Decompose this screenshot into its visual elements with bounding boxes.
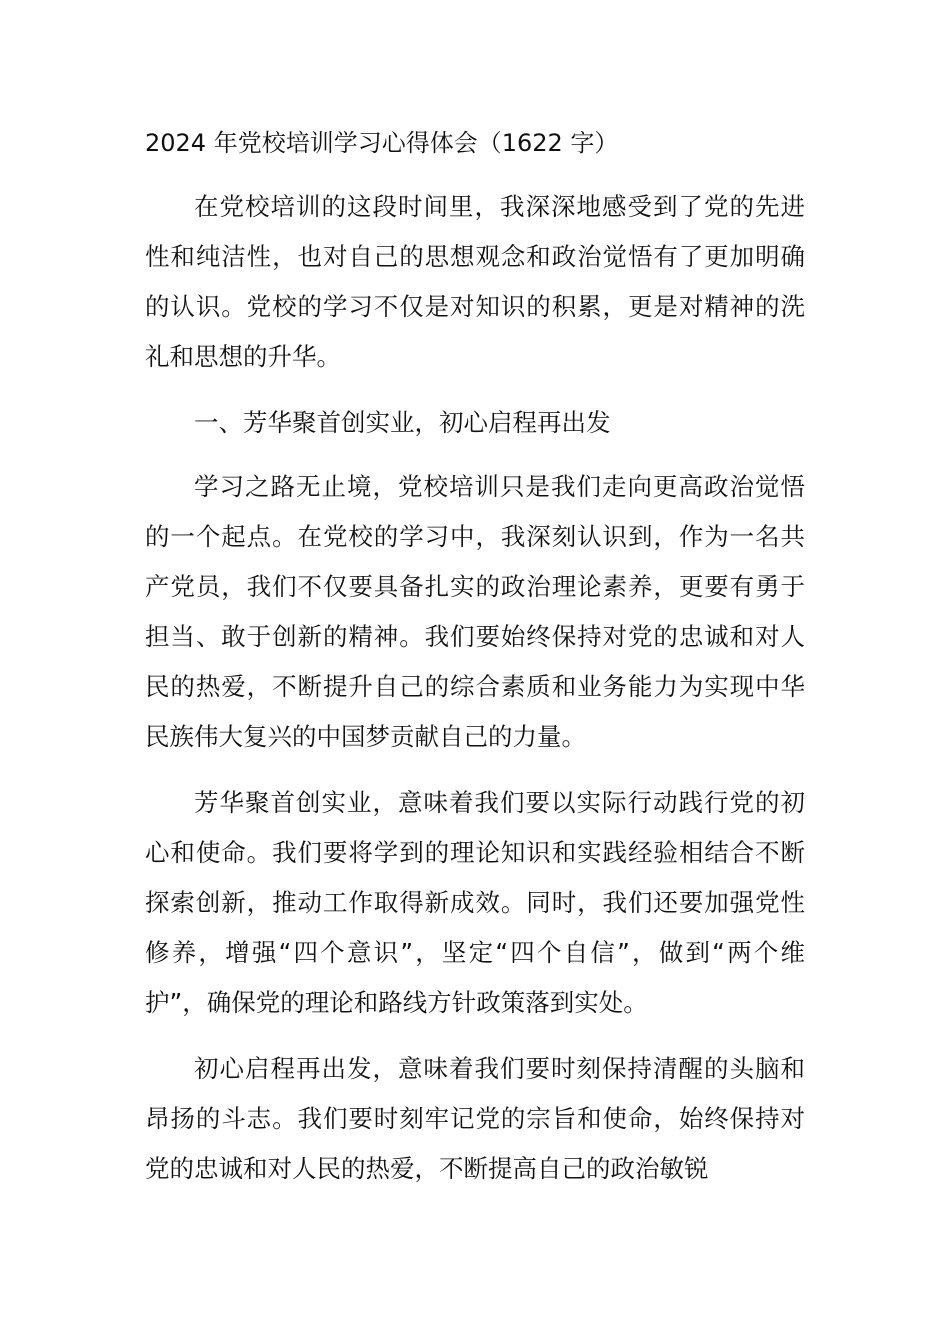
body-paragraph-3: 初心启程再出发，意味着我们要时刻保持清醒的头脑和昂扬的斗志。我们要时刻牢记党的宗旨和使命，始终保持对党的忠诚和对人民的热爱，不断提高自己的政治敏锐 (145, 1054, 805, 1183)
intro-paragraph: 在党校培训的这段时间里，我深深地感受到了党的先进性和纯洁性，也对自己的思想观念和政治觉悟有了更加明确的认识。党校的学习不仅是对知识的积累，更是对精神的洗礼和思想的升华。 (145, 192, 805, 371)
section-heading: 一、芳华聚首创实业，初心启程再出发 (194, 408, 611, 437)
document-page (145, 118, 805, 1210)
body-paragraph-2: 芳华聚首创实业，意味着我们要以实际行动践行党的初心和使命。我们要将学到的理论知识和实践经验相结合不断探索创新，推动工作取得新成效。同时，我们还要加强党性修养，增强“四个意识”，坚定“四个自信”，做到“两个维护”，确保党的理论和路线方针政策落到实处。 (145, 788, 805, 1017)
body-paragraph-1: 学习之路无止境，党校培训只是我们走向更高政治觉悟的一个起点。在党校的学习中，我深刻认识到，作为一名共产党员，我们不仅要具备扎实的政治理论素养，更要有勇于担当、敢于创新的精神。我们要始终保持对党的忠诚和对人民的热爱，不断提升自己的综合素质和业务能力为实现中华民族伟大复兴的中国梦贡献自己的力量。 (145, 472, 805, 751)
document-title: 2024 年党校培训学习心得体会（1622 字） (145, 129, 619, 157)
